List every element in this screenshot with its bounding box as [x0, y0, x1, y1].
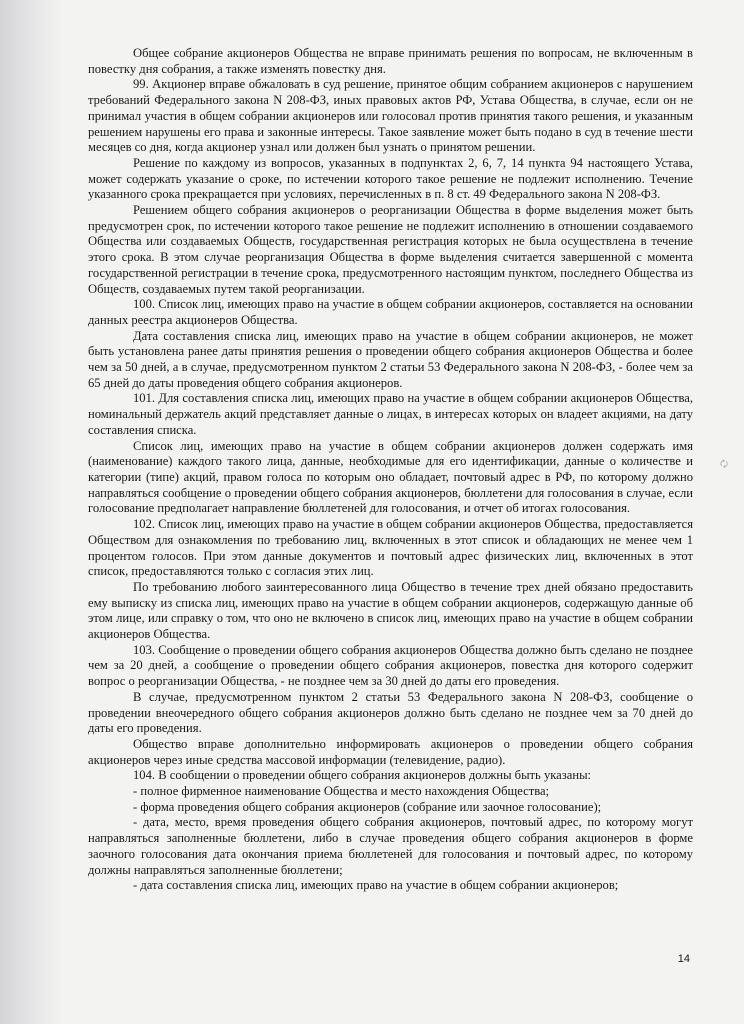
list-item: - форма проведения общего собрания акционеров (собрание или заочное голосование); — [133, 799, 602, 814]
paragraph: Решением общего собрания акционеров о реорганизации Общества в форме выделения может быть предусмотрен срок, по истечении которого такое решение не подлежит исполнению в отношении создаваемого Общества или создаваемых Обществ, государственная регистрация которых не была осуществлена в течение этого срока. В этом случае реорганизация Общества в форме выделения считается завершенной с момента государственной регистрации в течение срока, предусмотренного настоящим пунктом, последнего Общества из Обществ, создаваемых путем такой реорганизации. — [88, 203, 693, 296]
list-item: - дата составления списка лиц, имеющих право на участие в общем собрании акционеров; — [133, 878, 619, 893]
paragraph: По требованию любого заинтересованного лица Общество в течение трех дней обязано предоставить ему выписку из списка лиц, имеющих право на участие в общем собрании акционеров, содержащую данные об этом лице, или справку о том, что оно не включено в список лиц, имеющих право на участие в общем собрании акционеров Общества. — [88, 579, 693, 642]
paragraph: 102. Список лиц, имеющих право на участие в общем собрании акционеров Общества, предоставляется Обществом для ознакомления по требованию лиц, включенных в этот список и обладающих не менее чем 1 процентом голосов. При этом данные документов и почтовый адрес физических лиц, включенных в этот список, предоставляются только с согласия этих лиц. — [88, 517, 693, 579]
document-body — [88, 46, 693, 894]
paragraph: 100. Список лиц, имеющих право на участие в общем собрании акционеров, составляется на основании данных реестра акционеров Общества. — [88, 297, 693, 327]
scan-shadow — [0, 0, 62, 1024]
paragraph: 101. Для составления списка лиц, имеющих право на участие в общем собрании акционеров Общества, номинальный держатель акций представляет данные о лицах, в интересах которых он владеет акциями, на дату составления списка. — [88, 391, 693, 437]
paragraph: 103. Сообщение о проведении общего собрания акционеров Общества должно быть сделано не позднее чем за 20 дней, а сообщение о проведении общего собрания акционеров, повестка дня которого содержит вопрос о реорганизации Общества, - не позднее чем за 30 дней до даты его проведения. — [88, 642, 693, 689]
list-item: - полное фирменное наименование Общества и место нахождения Общества; — [133, 784, 550, 799]
paragraph: Список лиц, имеющих право на участие в общем собрании акционеров должен содержать имя (наименование) каждого такого лица, данные, необходимые для его идентификации, данные о количестве и категории (типе) акций, правом голоса по которым оно обладает, почтовый адрес в РФ, по которому должно направляться сообщение о проведении общего собрания акционеров, бюллетени для голосования в случае, если голосование предполагает направление бюллетеней для голосования, и отчет об итогах голосования. — [88, 438, 693, 516]
paragraph: 99. Акционер вправе обжаловать в суд решение, принятое общим собранием акционеров с нарушением требований Федерального закона N 208-ФЗ, иных правовых актов РФ, Устава Общества, в случае, если он не принимал участия в общем собрании акционеров или голосовал против принятия такого решения, и указанным решением нарушены его права и законные интересы. Такое заявление может быть подано в суд в течение шести месяцев со дня, когда акционер узнал или должен был узнать о принятом решении. — [88, 77, 693, 155]
list-item: - дата, место, время проведения общего собрания акционеров, почтовый адрес, по которому могут направляться заполненные бюллетени, либо в случае проведения общего собрания акционеров в форме заочного голосования дата окончания приема бюллетеней для голосования и почтовый адрес, по которому должны направляться заполненные бюллетени; — [88, 815, 693, 877]
paragraph: 104. В сообщении о проведении общего собрания акционеров должны быть указаны: — [133, 768, 592, 783]
paragraph: Общество вправе дополнительно информировать акционеров о проведении общего собрания акционеров через иные средства массовой информации (телевидение, радио). — [88, 736, 693, 767]
paragraph: Общее собрание акционеров Общества не вправе принимать решения по вопросам, не включенным в повестку дня собрания, а также изменять повестку дня. — [88, 46, 693, 76]
paragraph: Дата составления списка лиц, имеющих право на участие в общем собрании акционеров, не может быть установлена ранее даты принятия решения о проведении общего собрания акционеров Общества и более чем за 50 дней, а в случае, предусмотренном пунктом 2 статьи 53 Федерального закона N 208-ФЗ, - более чем за 65 дней до даты проведения общего собрания акционеров. — [88, 328, 693, 390]
scan-speck-icon: 🗘 — [720, 459, 729, 469]
paragraph: Решение по каждому из вопросов, указанных в подпунктах 2, 6, 7, 14 пункта 94 настоящего Устава, может содержать указание о сроке, по истечении которого такое решение не подлежит исполнению. Течение указанного срока прекращается при условиях, перечисленных в п. 8 ст. 49 Федерального закона N 208-ФЗ. — [88, 155, 693, 202]
paragraph: В случае, предусмотренном пунктом 2 статьи 53 Федерального закона N 208-ФЗ, сообщение о проведении внеочередного общего собрания акционеров должно быть сделано не позднее чем за 70 дней до даты его проведения. — [88, 689, 693, 736]
page-number: 14 — [677, 953, 690, 965]
